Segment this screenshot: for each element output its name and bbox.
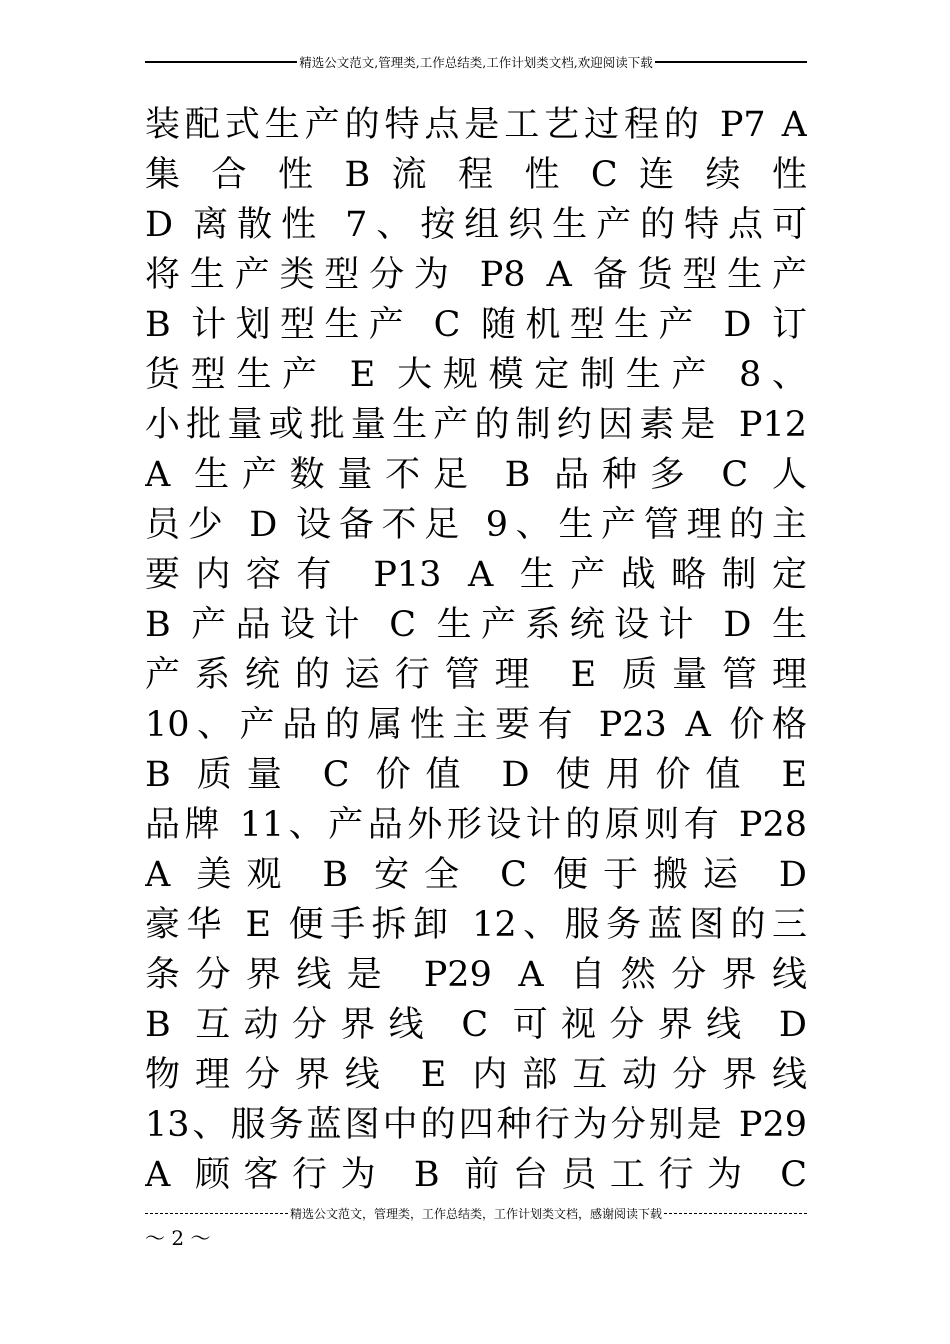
page-number: ～ 2 ～ xyxy=(145,1226,211,1250)
text-line: 13、服务蓝图中的四种行为分别是 P29 xyxy=(145,1105,807,1145)
header-rule-left xyxy=(145,61,297,63)
text-line: 产系统的运行管理 E 质量管理 xyxy=(145,655,807,695)
text-line: B 质量 C 价值 D 使用价值 E xyxy=(145,755,807,795)
text-line: 10、产品的属性主要有 P23 A 价格 xyxy=(145,705,807,745)
text-line: D 离散性 7、按组织生产的特点可 xyxy=(145,205,807,245)
document-body xyxy=(145,100,807,1200)
text-line: 货型生产 E 大规模定制生产 8、 xyxy=(145,355,807,395)
text-line: B 互动分界线 C 可视分界线 D xyxy=(145,1005,807,1045)
text-line: B 产品设计 C 生产系统设计 D 生 xyxy=(145,605,807,645)
text-line: 集 合 性 B 流 程 性 C 连 续 性 xyxy=(145,155,807,195)
footer-rule-right xyxy=(664,1213,807,1214)
header-text: 精选公文范文,管理类,工作总结类,工作计划类文档,欢迎阅读下载 xyxy=(299,55,653,70)
text-line: 小批量或批量生产的制约因素是 P12 xyxy=(145,405,807,445)
text-line: 装配式生产的特点是工艺过程的 P7 A xyxy=(145,105,807,145)
footer-rule-left xyxy=(145,1213,288,1214)
text-line: A 顾客行为 B 前台员工行为 C xyxy=(145,1155,807,1195)
text-line: 豪华 E 便手拆卸 12、服务蓝图的三 xyxy=(145,905,807,945)
text-line: A 美观 B 安全 C 便于搬运 D xyxy=(145,855,807,895)
header-rule-right xyxy=(655,61,807,63)
text-line: 将生产类型分为 P8 A 备货型生产 xyxy=(145,255,807,295)
text-line: 品牌 11、产品外形设计的原则有 P28 xyxy=(145,805,807,845)
text-line: 要内容有 P13 A 生产战略制定 xyxy=(145,555,807,595)
page-header xyxy=(145,50,807,74)
text-line: 条分界线是 P29 A 自然分界线 xyxy=(145,955,807,995)
text-line: A 生产数量不足 B 品种多 C 人 xyxy=(145,455,807,495)
text-line: 员少 D 设备不足 9、生产管理的主 xyxy=(145,505,807,545)
text-line: B 计划型生产 C 随机型生产 D 订 xyxy=(145,305,807,345)
footer-text: 精选公文范文，管理类，工作总结类，工作计划类文档，感谢阅读下载 xyxy=(290,1206,663,1221)
text-line: 物理分界线 E 内部互动分界线 xyxy=(145,1055,807,1095)
page-footer xyxy=(145,1203,807,1223)
